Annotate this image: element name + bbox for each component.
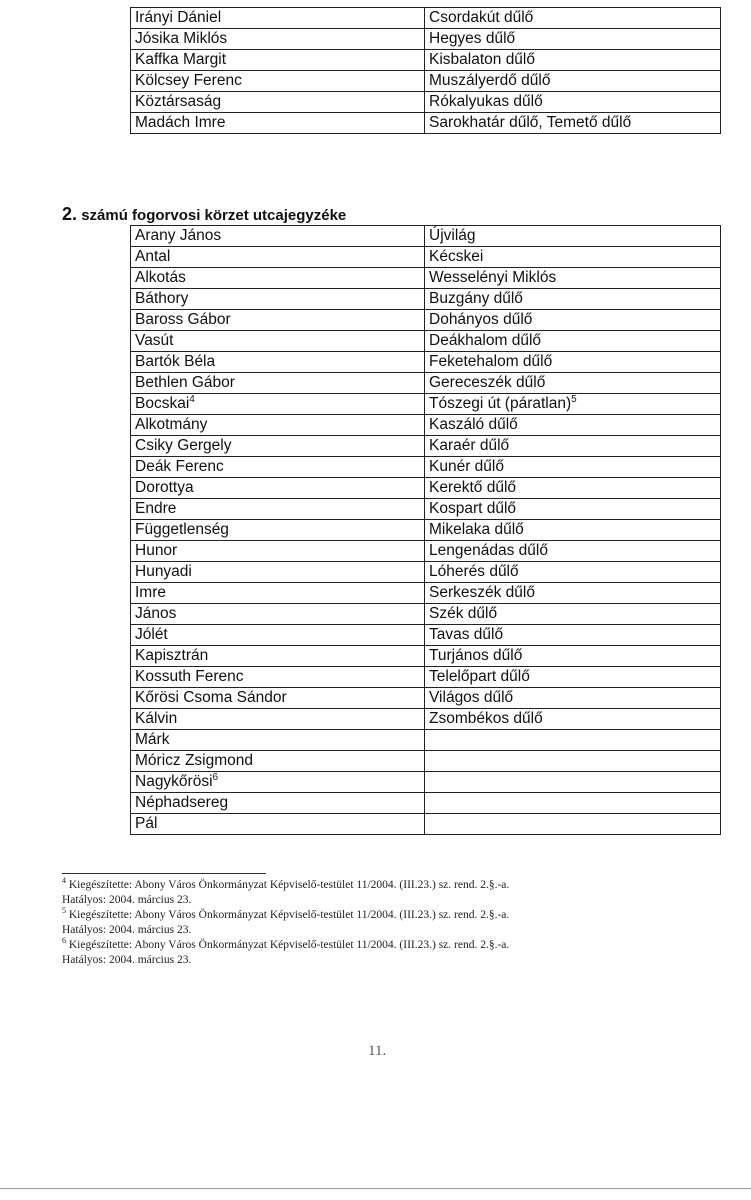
cell-text: Kálvin — [135, 710, 178, 727]
table-row — [131, 730, 721, 751]
street-name-cell — [131, 604, 425, 625]
street-name-cell — [131, 352, 425, 373]
street-name-cell — [131, 688, 425, 709]
footnote-ref: 6 — [212, 771, 219, 783]
footnote-number: 5 — [62, 906, 66, 916]
cell-text: Alkotás — [135, 269, 186, 286]
cell-text: Pál — [135, 815, 158, 832]
cell-text: Zsombékos dűlő — [429, 710, 543, 727]
table-row — [131, 226, 721, 247]
footnote-effective-date: Hatályos: 2004. március 23. — [62, 924, 192, 936]
table-row — [131, 289, 721, 310]
section-heading — [62, 204, 346, 225]
street-name-cell — [131, 268, 425, 289]
cell-text: Móricz Zsigmond — [135, 752, 253, 769]
footnote-effective-date: Hatályos: 2004. március 23. — [62, 954, 192, 966]
cell-text: Irányi Dániel — [135, 9, 222, 26]
cell-text: Bartók Béla — [135, 353, 216, 370]
table-row — [131, 457, 721, 478]
footnote-ref: 5 — [571, 393, 577, 405]
cell-text: Vasút — [135, 332, 174, 349]
cell-text: Gereceszék dűlő — [429, 374, 546, 391]
table-row — [131, 394, 721, 415]
street-name-cell — [131, 772, 425, 793]
cell-text: Tavas dűlő — [429, 626, 504, 643]
cell-text: Alkotmány — [135, 416, 208, 433]
cell-text: Kőrösi Csoma Sándor — [135, 689, 287, 706]
location-name-cell — [425, 646, 721, 667]
location-name-cell — [425, 289, 721, 310]
table-row — [131, 373, 721, 394]
street-name-cell — [131, 793, 425, 814]
cell-text: Mikelaka dűlő — [429, 521, 524, 538]
cell-text: Deákhalom dűlő — [429, 332, 542, 349]
table-row — [131, 478, 721, 499]
cell-text: Endre — [135, 500, 177, 517]
table-row — [131, 646, 721, 667]
street-name-cell — [131, 71, 425, 92]
table-row — [131, 8, 721, 29]
cell-text: Kisbalaton dűlő — [429, 51, 535, 68]
cell-text: Lóherés dűlő — [429, 563, 519, 580]
cell-text: Újvilág — [429, 227, 476, 244]
footnote — [62, 938, 702, 968]
cell-text: Kaszáló dűlő — [429, 416, 518, 433]
footnote-divider — [62, 873, 266, 874]
page-bottom-line — [0, 1188, 751, 1189]
location-name-cell — [425, 457, 721, 478]
street-name-cell — [131, 247, 425, 268]
location-name-cell — [425, 92, 721, 113]
street-table-2 — [130, 225, 721, 835]
footnote — [62, 908, 702, 938]
location-name-cell — [425, 394, 721, 415]
location-name-cell — [425, 310, 721, 331]
cell-text: Csiky Gergely — [135, 437, 232, 454]
street-name-cell — [131, 113, 425, 134]
street-name-cell — [131, 709, 425, 730]
table-row — [131, 499, 721, 520]
cell-text: Baross Gábor — [135, 311, 231, 328]
footnote-number: 6 — [62, 936, 66, 946]
cell-text: Dohányos dűlő — [429, 311, 533, 328]
footnote-ref: 4 — [189, 393, 195, 405]
location-name-cell — [425, 352, 721, 373]
street-table-1 — [130, 7, 721, 134]
cell-text: Világos dűlő — [429, 689, 514, 706]
street-name-cell — [131, 583, 425, 604]
cell-text: Arany János — [135, 227, 222, 244]
location-name-cell — [425, 814, 721, 835]
location-name-cell — [425, 625, 721, 646]
cell-text: Imre — [135, 584, 166, 601]
location-name-cell — [425, 688, 721, 709]
footnote — [62, 878, 702, 908]
location-name-cell — [425, 562, 721, 583]
cell-text: Kossuth Ferenc — [135, 668, 244, 685]
cell-text: Kapisztrán — [135, 647, 209, 664]
table-row — [131, 247, 721, 268]
location-name-cell — [425, 268, 721, 289]
street-name-cell — [131, 541, 425, 562]
location-name-cell — [425, 8, 721, 29]
cell-text: Antal — [135, 248, 171, 265]
location-name-cell — [425, 113, 721, 134]
street-name-cell — [131, 289, 425, 310]
cell-text: Kaffka Margit — [135, 51, 227, 68]
cell-text: Néphadsereg — [135, 794, 229, 811]
table-row — [131, 415, 721, 436]
location-name-cell — [425, 50, 721, 71]
street-name-cell — [131, 29, 425, 50]
location-name-cell — [425, 29, 721, 50]
street-name-cell — [131, 310, 425, 331]
cell-text: Madách Imre — [135, 114, 226, 131]
cell-text: Szék dűlő — [429, 605, 498, 622]
street-name-cell — [131, 751, 425, 772]
footnotes — [62, 878, 702, 968]
location-name-cell — [425, 604, 721, 625]
street-name-cell — [131, 394, 425, 415]
location-name-cell — [425, 436, 721, 457]
cell-text: Márk — [135, 731, 170, 748]
cell-text: Báthory — [135, 290, 189, 307]
table-row — [131, 71, 721, 92]
street-name-cell — [131, 478, 425, 499]
cell-text: Hegyes dűlő — [429, 30, 516, 47]
cell-text: Hunyadi — [135, 563, 192, 580]
table-row — [131, 772, 721, 793]
footnote-number: 4 — [62, 876, 66, 886]
cell-text: Tószegi út (páratlan) — [429, 395, 572, 412]
table-row — [131, 50, 721, 71]
cell-text: Muszályerdő dűlő — [429, 72, 551, 89]
table-row — [131, 352, 721, 373]
table-row — [131, 625, 721, 646]
table-row — [131, 92, 721, 113]
cell-text: Turjános dűlő — [429, 647, 523, 664]
cell-text: Deák Ferenc — [135, 458, 224, 475]
street-name-cell — [131, 415, 425, 436]
table-row — [131, 268, 721, 289]
table-row — [131, 113, 721, 134]
cell-text: János — [135, 605, 177, 622]
table-row — [131, 436, 721, 457]
cell-text: Nagykőrösi — [135, 773, 213, 790]
cell-text: Kerektő dűlő — [429, 479, 517, 496]
cell-text: Telelőpart dűlő — [429, 668, 530, 685]
table-row — [131, 310, 721, 331]
table-row — [131, 583, 721, 604]
cell-text: Jólét — [135, 626, 168, 643]
cell-text: Kölcsey Ferenc — [135, 72, 242, 89]
location-name-cell — [425, 226, 721, 247]
cell-text: Feketehalom dűlő — [429, 353, 553, 370]
footnote-effective-date: Hatályos: 2004. március 23. — [62, 894, 192, 906]
cell-text: Kunér dűlő — [429, 458, 504, 475]
location-name-cell — [425, 331, 721, 352]
cell-text: Hunor — [135, 542, 178, 559]
street-name-cell — [131, 562, 425, 583]
cell-text: Dorottya — [135, 479, 194, 496]
cell-text: Bocskai — [135, 395, 190, 412]
location-name-cell — [425, 373, 721, 394]
street-name-cell — [131, 50, 425, 71]
street-name-cell — [131, 499, 425, 520]
cell-text: Jósika Miklós — [135, 30, 228, 47]
location-name-cell — [425, 541, 721, 562]
table-row — [131, 604, 721, 625]
location-name-cell — [425, 478, 721, 499]
cell-text: Buzgány dűlő — [429, 290, 523, 307]
street-name-cell — [131, 331, 425, 352]
street-name-cell — [131, 520, 425, 541]
page-number: 11. — [368, 1043, 387, 1059]
table-row — [131, 29, 721, 50]
location-name-cell — [425, 793, 721, 814]
table-row — [131, 562, 721, 583]
footnote-text: Kiegészítette: Abony Város Önkormányzat Képviselő-testület 11/2004. (III.23.) sz. rend. 2.§.-a. — [68, 939, 510, 951]
street-name-cell — [131, 730, 425, 751]
street-name-cell — [131, 646, 425, 667]
table-row — [131, 709, 721, 730]
section-title: számú fogorvosi körzet utcajegyzéke — [81, 207, 347, 224]
location-name-cell — [425, 709, 721, 730]
street-name-cell — [131, 436, 425, 457]
table-row — [131, 751, 721, 772]
street-name-cell — [131, 226, 425, 247]
location-name-cell — [425, 772, 721, 793]
footnote-text: Kiegészítette: Abony Város Önkormányzat Képviselő-testület 11/2004. (III.23.) sz. rend. 2.§.-a. — [68, 879, 510, 891]
table-row — [131, 520, 721, 541]
table-row — [131, 793, 721, 814]
cell-text: Wesselényi Miklós — [429, 269, 557, 286]
street-name-cell — [131, 814, 425, 835]
footnote-text: Kiegészítette: Abony Város Önkormányzat Képviselő-testület 11/2004. (III.23.) sz. rend. 2.§.-a. — [68, 909, 510, 921]
street-name-cell — [131, 667, 425, 688]
cell-text: Függetlenség — [135, 521, 229, 538]
location-name-cell — [425, 520, 721, 541]
cell-text: Rókalyukas dűlő — [429, 93, 543, 110]
table-row — [131, 541, 721, 562]
location-name-cell — [425, 730, 721, 751]
cell-text: Serkeszék dűlő — [429, 584, 535, 601]
cell-text: Csordakút dűlő — [429, 9, 534, 26]
location-name-cell — [425, 583, 721, 604]
section-number: 2. — [62, 204, 78, 224]
street-name-cell — [131, 8, 425, 29]
table-row — [131, 688, 721, 709]
cell-text: Kospart dűlő — [429, 500, 517, 517]
table-row — [131, 814, 721, 835]
cell-text: Bethlen Gábor — [135, 374, 235, 391]
street-name-cell — [131, 457, 425, 478]
location-name-cell — [425, 247, 721, 268]
cell-text: Karaér dűlő — [429, 437, 510, 454]
cell-text: Kécskei — [429, 248, 484, 265]
location-name-cell — [425, 667, 721, 688]
street-name-cell — [131, 373, 425, 394]
cell-text: Köztársaság — [135, 93, 222, 110]
cell-text: Sarokhatár dűlő, Temető dűlő — [429, 114, 632, 131]
cell-text: Lengenádas dűlő — [429, 542, 548, 559]
table-row — [131, 331, 721, 352]
location-name-cell — [425, 499, 721, 520]
street-name-cell — [131, 625, 425, 646]
location-name-cell — [425, 415, 721, 436]
location-name-cell — [425, 751, 721, 772]
table-row — [131, 667, 721, 688]
street-name-cell — [131, 92, 425, 113]
location-name-cell — [425, 71, 721, 92]
